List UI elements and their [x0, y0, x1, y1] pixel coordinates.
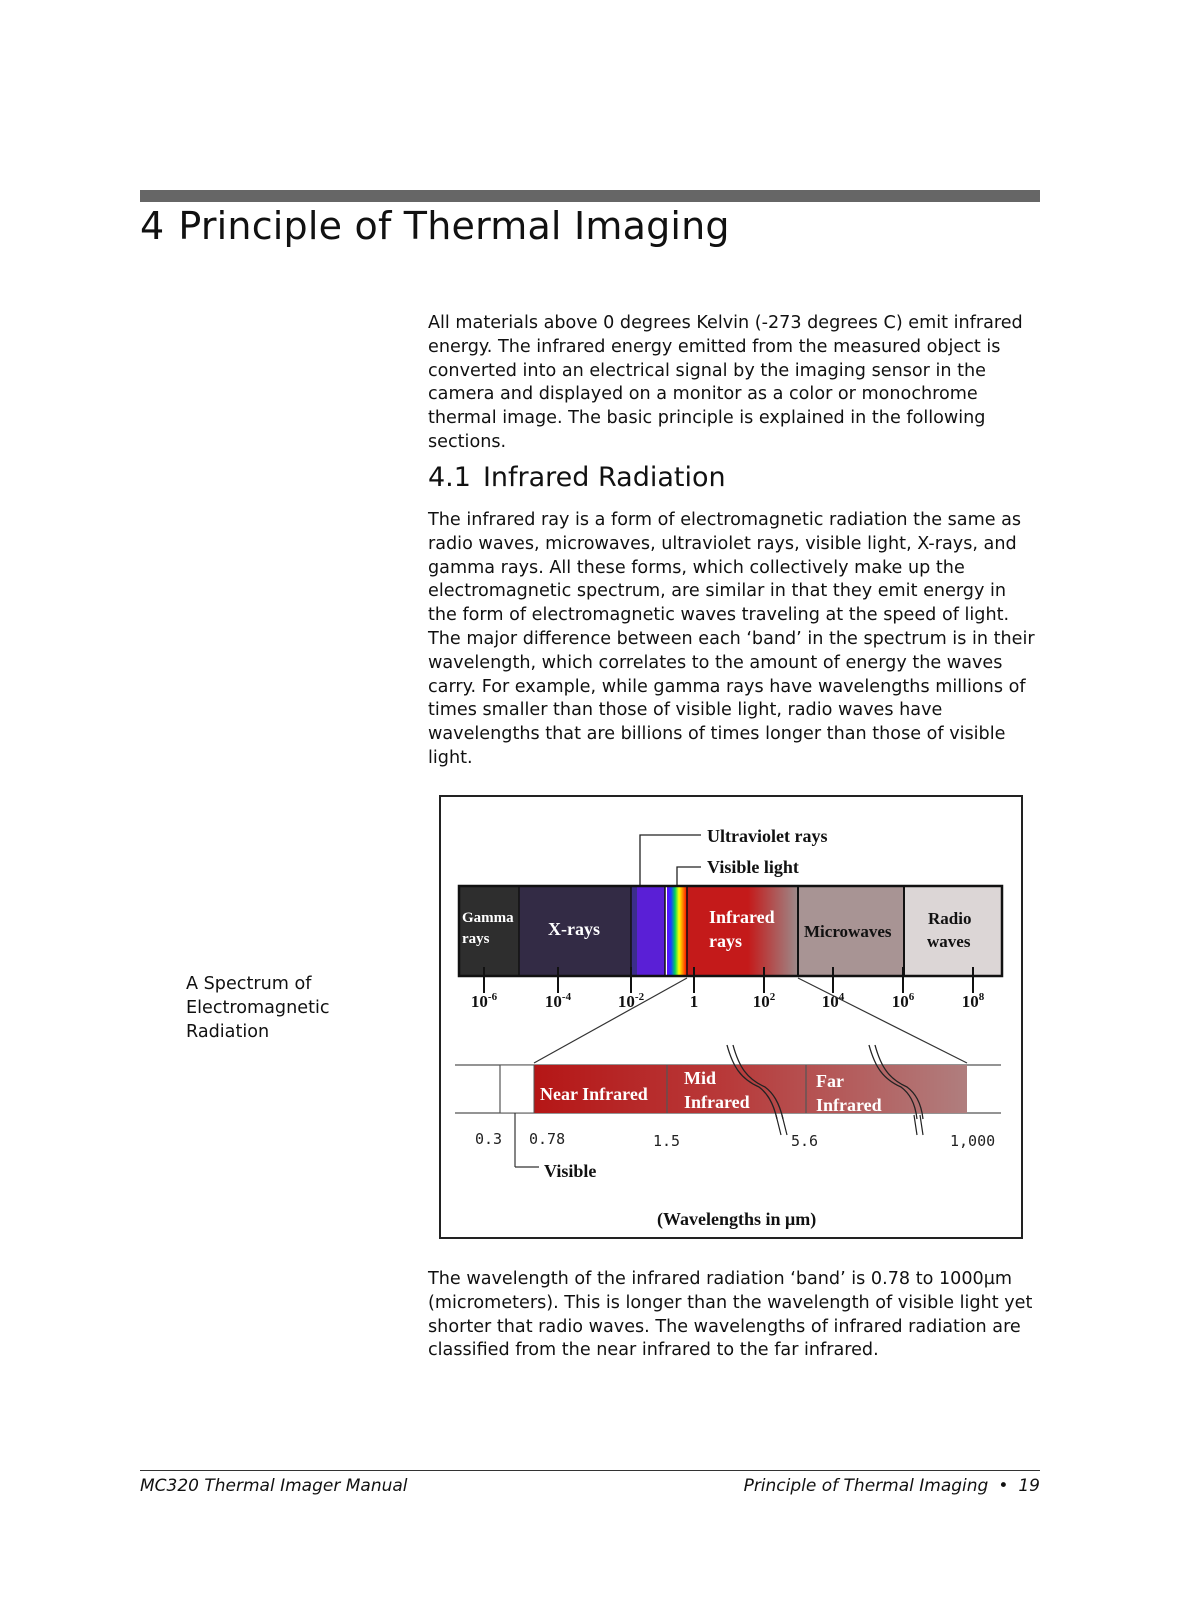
scale-tick-label: $10^4$	[821, 991, 845, 1011]
ir-tick-4: 1,000	[950, 1132, 996, 1150]
scale-tick-label: $10^8$	[961, 991, 985, 1011]
spectrum-diagram	[441, 797, 1021, 1237]
scale-tick-label: $10^{-6}$	[470, 991, 498, 1011]
band-radio	[904, 886, 1002, 976]
zoom-line-right	[798, 978, 967, 1063]
scale-tick-label: $10^6$	[891, 991, 915, 1011]
footer-chapter-title: Principle of Thermal Imaging	[743, 1476, 989, 1496]
visible-callout-line	[677, 867, 701, 885]
visible-label: Visible	[544, 1161, 597, 1181]
chapter-title	[140, 204, 730, 248]
ir-tick-0: 0.3	[475, 1130, 503, 1148]
ir-label-mid-2: Infrared	[684, 1092, 750, 1112]
chapter-rule	[140, 190, 1040, 202]
footer-manual-title: MC320 Thermal Imager Manual	[140, 1476, 408, 1496]
footer-bullet: •	[998, 1476, 1009, 1496]
figure-caption: A Spectrum of Electromagnetic Radiation	[186, 974, 330, 1042]
band-infrared	[687, 886, 798, 976]
footer-rule	[140, 1470, 1040, 1471]
band-label-radio-1: Radio	[928, 909, 972, 928]
ir-tick-3: 5.6	[791, 1132, 819, 1150]
chapter-title-text: Principle of Thermal Imaging	[178, 204, 730, 248]
section-title	[428, 462, 726, 493]
ir-label-far-2: Infrared	[816, 1095, 882, 1115]
scale-tick-label: $10^2$	[752, 991, 776, 1011]
scale-tick-label: 1	[689, 992, 699, 1011]
band-ultraviolet-light	[637, 886, 665, 976]
section-title-text: Infrared Radiation	[482, 462, 726, 493]
intro-paragraph: All materials above 0 degrees Kelvin (-273 degrees C) emit infrared energy. The infrared energy emitted from the measured object is converted into an electrical signal by the imaging sensor in the camera and displayed on a monitor as a color or monochrome thermal image. The basic principle is explained in the following sections.	[428, 313, 1023, 452]
spectrum-figure	[439, 795, 1023, 1239]
scale-tick-label: $10^{-4}$	[544, 991, 572, 1011]
scale-tick-label: $10^{-2}$	[617, 991, 645, 1011]
units-label: (Wavelengths in μm)	[657, 1209, 817, 1229]
band-label-infrared-1: Infrared	[709, 907, 775, 927]
band-label-infrared-2: rays	[709, 931, 742, 951]
band-label-gamma-1: Gamma	[462, 910, 514, 926]
ultraviolet-callout-line	[640, 835, 701, 885]
ultraviolet-label: Ultraviolet rays	[707, 826, 828, 846]
page-number: 19	[1018, 1476, 1040, 1496]
footer-right	[744, 1476, 1040, 1496]
ir-tick-1: 0.78	[529, 1130, 566, 1148]
band-label-gamma-2: rays	[462, 931, 490, 947]
band-visible	[667, 886, 687, 976]
ir-tick-2: 1.5	[653, 1132, 681, 1150]
ir-label-near: Near Infrared	[540, 1084, 648, 1104]
ir-label-far-1: Far	[816, 1071, 844, 1091]
visible-subband	[500, 1065, 534, 1113]
band-label-radio-2: waves	[927, 932, 971, 951]
zoom-line-left	[534, 978, 687, 1063]
band-paragraph: The wavelength of the infrared radiation ‘band’ is 0.78 to 1000µm (micrometers). This is longer than the wavelength of visible light yet shorter that radio waves. The wavelengths of infrared radiation are classified from the near infrared to the far infrared.	[428, 1269, 1033, 1361]
ir-label-mid-1: Mid	[684, 1068, 717, 1088]
band-label-microwaves: Microwaves	[804, 922, 892, 941]
section-number: 4.1	[428, 462, 471, 493]
infrared-paragraph: The infrared ray is a form of electromagnetic radiation the same as radio waves, microwaves, ultraviolet rays, visible light, X-rays, and gamma rays. All these forms, which collectively make up the electromagnetic spectrum, are similar in that they emit energy in the form of electromagnetic waves traveling at the speed of light. The major difference between each ‘band’ in the spectrum is in their wavelength, which correlates to the amount of energy the waves carry. For example, while gamma rays have wavelengths millions of times smaller than those of visible light, radio waves have wavelengths that are billions of times longer than those of visible light.	[428, 510, 1035, 768]
visible-light-label: Visible light	[707, 857, 799, 877]
chapter-number: 4	[140, 204, 165, 248]
band-label-x-rays: X-rays	[548, 919, 600, 939]
